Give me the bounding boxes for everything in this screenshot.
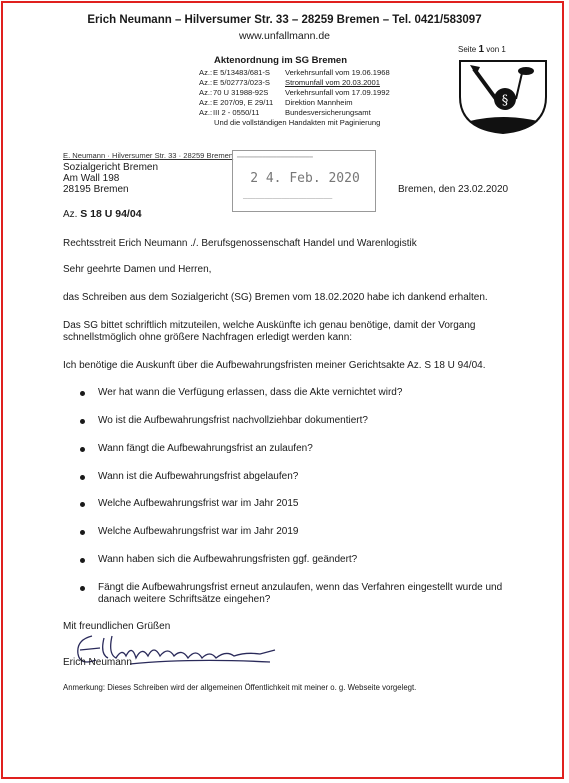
stamp-header-scribble: ━━━━━━━━━━━━━━━━━━━━━ [237, 155, 313, 161]
salutation: Sehr geehrte Damen und Herren, [63, 264, 212, 275]
akten-row: Az.:E 5/13483/681-S Verkehrsunfall vom 19.06.1968 [199, 68, 390, 77]
paragraph: Ich benötige die Auskunft über die Aufbewahrungsfristen meiner Gerichtsakte Az. S 18 U 94/04. [63, 360, 486, 371]
aktenzeichen: Az. S 18 U 94/04 [63, 208, 142, 220]
akten-row: Az.:70 U 31988-92S Verkehrsunfall vom 17.09.1992 [199, 88, 390, 97]
akten-row: Az.:E 5/02773/023-S Stromunfall vom 20.03.2001 [199, 78, 380, 87]
recipient-line: Sozialgericht Bremen [63, 162, 159, 173]
paragraph: schnellstmöglich ohne größere Nachfragen erledigt werden kann: [63, 332, 353, 343]
paragraph: das Schreiben aus dem Sozialgericht (SG) Bremen vom 18.02.2020 habe ich dankend erhalten. [63, 292, 488, 303]
subject-line: Rechtsstreit Erich Neumann ./. Berufsgenossenschaft Handel und Warenlogistik [63, 238, 417, 249]
letterhead-website: www.unfallmann.de [238, 30, 331, 42]
akten-title: Aktenordnung im SG Bremen [214, 55, 348, 66]
stamp-date: 2 4. Feb. 2020 [250, 171, 360, 186]
akten-row: Az.:E 207/09, E 29/11 Direktion Mannheim [199, 98, 353, 107]
signature-name: Erich Neumann [63, 657, 132, 668]
stamp-footer-scribble: ───────────────────── [243, 196, 333, 202]
akten-footer: Und die vollständigen Handakten mit Paginierung [214, 118, 381, 127]
svg-text:§: § [501, 93, 509, 108]
emblem-logo [456, 55, 551, 135]
recipient-line: 28195 Bremen [63, 184, 129, 195]
page-indicator: Seite 1 von 1 [458, 44, 506, 55]
closing: Mit freundlichen Grüßen [63, 621, 171, 632]
recipient-line: Am Wall 198 [63, 173, 120, 184]
received-stamp [232, 150, 376, 212]
footnote: Anmerkung: Dieses Schreiben wird der allgemeinen Öffentlichkeit mit meiner o. g. Webseite vorgelegt. [63, 683, 417, 692]
akten-row: Az.:III 2 - 0550/11 Bundesversicherungsamt [199, 108, 371, 117]
sender-line: E. Neumann · Hilversumer Str. 33 · 28259 Bremen [63, 151, 234, 160]
letterhead-title: Erich Neumann – Hilversumer Str. 33 – 28259 Bremen – Tel. 0421/583097 [87, 14, 482, 26]
letter-date: Bremen, den 23.02.2020 [398, 184, 509, 195]
paragraph: Das SG bittet schriftlich mitzuteilen, welche Auskünfte ich genau benötige, damit der Vorgang [63, 320, 476, 331]
